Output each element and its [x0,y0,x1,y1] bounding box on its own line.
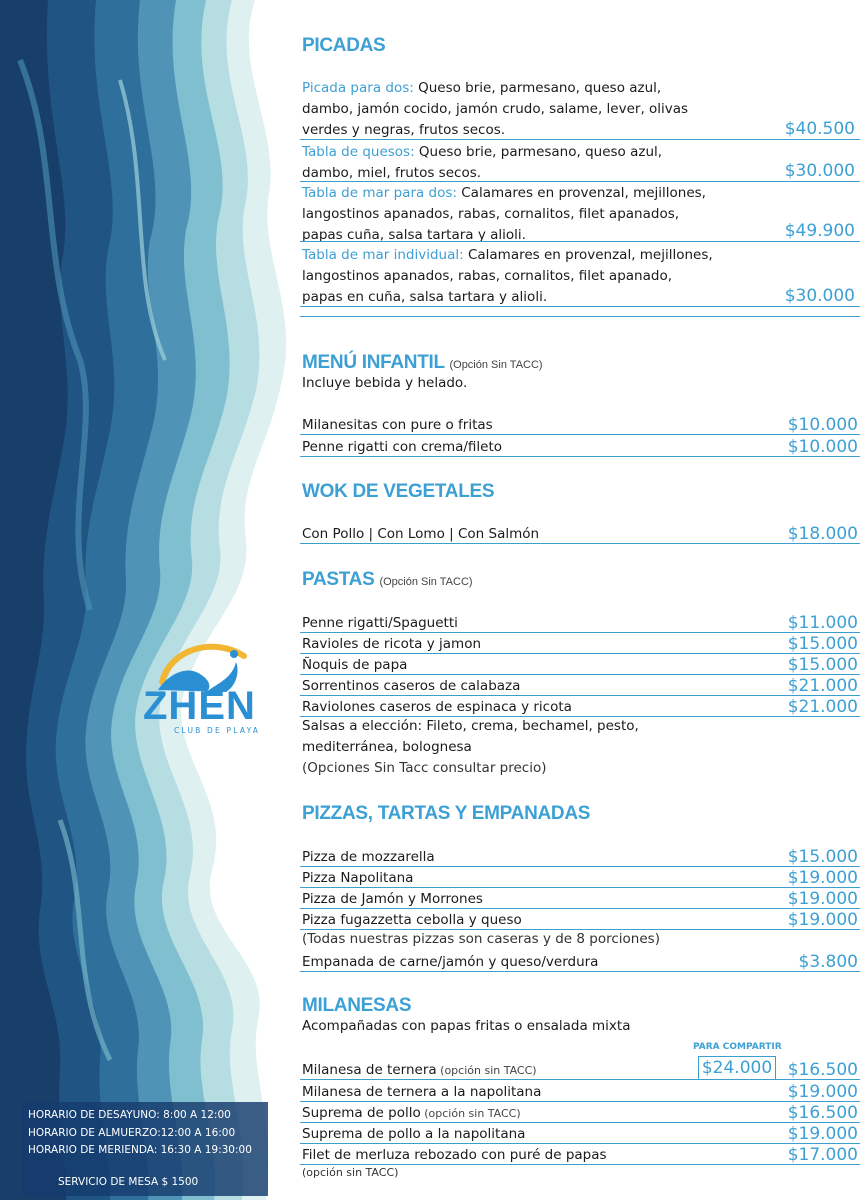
menu-row [300,654,860,675]
menu-row [300,1144,860,1165]
item-price: $10.000 [787,415,858,435]
item-name: Ravioles de ricota y jamon [302,636,482,652]
picada-item-1 [302,78,757,141]
hours-breakfast: HORARIO DE DESAYUNO: 8:00 A 12:00 [28,1109,231,1121]
item-label: Tabla de mar para dos: [302,185,457,201]
picada-item-2 [302,142,757,184]
item-desc: langostinos apanados, rabas, cornalitos, filet apanados, [302,206,680,222]
item-price: $17.000 [787,1145,858,1165]
item-price: $21.000 [787,676,858,696]
item-desc: Queso brie, parmesano, queso azul, [414,144,663,160]
item-price: $16.500 [787,1103,858,1123]
menu-row [300,414,860,435]
item-label: Tabla de quesos: [302,144,415,160]
item-name: Ñoquis de papa [302,657,408,673]
item-price: $19.000 [787,1124,858,1144]
menu-row [300,1081,860,1102]
item-name [302,1062,537,1078]
item-name: Penne rigatti con crema/fileto [302,439,503,455]
section-title-wok: WOK DE VEGETALES [302,481,495,502]
ocean-watercolor-art [0,0,300,1200]
item-price: $19.000 [787,868,858,888]
item-price: $19.000 [787,889,858,909]
item-name: Suprema de pollo a la napolitana [302,1126,526,1142]
item-price: $16.500 [787,1060,858,1080]
item-name: Sorrentinos caseros de calabaza [302,678,521,694]
item-label: Picada para dos: [302,80,414,96]
item-name: Empanada de carne/jamón y queso/verdura [302,954,599,970]
pizzas-note: (Todas nuestras pizzas son caseras y de 8 porciones) [302,931,660,947]
item-price: $30.000 [784,286,855,306]
item-desc: verdes y negras, frutos secos. [302,122,506,138]
sauces-line-1: Salsas a elección: Fileto, crema, bechamel, pesto, [302,718,639,734]
service-charge: SERVICIO DE MESA $ 1500 [58,1176,199,1188]
item-price: $15.000 [787,655,858,675]
sauces-line-2: mediterránea, bolognesa [302,739,472,755]
item-desc: papas en cuña, salsa tartara y alioli. [302,289,548,305]
menu-row [300,1059,860,1080]
menu-row [300,612,860,633]
item-name: Con Pollo | Con Lomo | Con Salmón [302,526,540,542]
item-price: $19.000 [787,910,858,930]
menu-row [300,888,860,909]
menu-row [300,436,860,457]
item-price: $15.000 [787,634,858,654]
menu-row [300,1123,860,1144]
menu-row [300,1102,860,1123]
picada-item-4 [302,245,757,308]
item-note: (opción sin TACC) [420,1107,521,1120]
section-title-pastas [302,569,473,591]
section-title-picadas: PICADAS [302,35,386,56]
menu-row [300,675,860,696]
menu-row [300,951,860,972]
item-price: $11.000 [787,613,858,633]
menu-row [300,867,860,888]
brand-tagline: CLUB DE PLAYA [174,726,261,735]
item-desc: papas cuña, salsa tartara y alioli. [302,227,526,243]
item-desc: langostinos apanados, rabas, cornalitos, filet apanado, [302,268,672,284]
sauces-note: (Opciones Sin Tacc consultar precio) [302,760,547,776]
share-price: $24.000 [698,1056,776,1080]
item-name: Filet de merluza rebozado con puré de papas [302,1147,607,1163]
item-desc: Queso brie, parmesano, queso azul, [413,80,662,96]
item-price: $21.000 [787,697,858,717]
item-name: Pizza de Jamón y Morrones [302,891,483,907]
item-name-text: Suprema de pollo [302,1105,421,1121]
item-price: $18.000 [787,524,858,544]
item-price: $30.000 [784,161,855,181]
item-price: $3.800 [798,952,858,972]
section-title-text: MENÚ INFANTIL [302,352,445,373]
hours-snack: HORARIO DE MERIENDA: 16:30 A 19:30:00 [28,1144,252,1156]
section-title-pizzas: PIZZAS, TARTAS Y EMPANADAS [302,803,591,824]
item-desc: dambo, jamón cocido, jamón crudo, salame, lever, olivas [302,101,689,117]
menu-row [300,523,860,544]
section-title-infantil [302,352,543,374]
menu-row [300,909,860,930]
menu-row [300,633,860,654]
item-name: Milanesa de ternera a la napolitana [302,1084,542,1100]
item-label: Tabla de mar individual: [302,247,464,263]
item-desc: dambo, miel, frutos secos. [302,165,482,181]
item-price: $49.900 [784,221,855,241]
menu-row [300,696,860,717]
item-price: $10.000 [787,437,858,457]
share-label: PARA COMPARTIR [693,1042,782,1052]
divider [300,316,860,317]
section-title-milanesas: MILANESAS [302,995,412,1016]
item-price: $19.000 [787,1082,858,1102]
item-note: (opción sin TACC) [436,1064,537,1077]
milanesas-subtitle: Acompañadas con papas fritas o ensalada mixta [302,1018,631,1034]
milanesas-last-note: (opción sin TACC) [302,1166,399,1179]
item-price: $40.500 [784,119,855,139]
item-name: Pizza fugazzetta cebolla y queso [302,912,522,928]
brand-name: ZHEN [143,684,256,728]
section-note: (Opción Sin TACC) [449,359,543,371]
item-name: Pizza Napolitana [302,870,414,886]
hours-box [22,1102,268,1196]
infantil-subtitle: Incluye bebida y helado. [302,375,468,391]
section-title-text: PASTAS [302,569,375,590]
item-name: Milanesitas con pure o fritas [302,417,493,433]
item-name-text: Milanesa de ternera [302,1062,437,1078]
section-note: (Opción Sin TACC) [379,576,473,588]
hours-lunch: HORARIO DE ALMUERZO:12:00 A 16:00 [28,1127,236,1139]
menu-row [300,846,860,867]
item-name: Pizza de mozzarella [302,849,435,865]
item-name: Raviolones caseros de espinaca y ricota [302,699,572,715]
item-name [302,1105,521,1121]
item-desc: Calamares en provenzal, mejillones, [456,185,706,201]
item-price: $15.000 [787,847,858,867]
item-name: Penne rigatti/Spaguetti [302,615,458,631]
item-desc: Calamares en provenzal, mejillones, [463,247,713,263]
picada-item-3 [302,183,757,246]
